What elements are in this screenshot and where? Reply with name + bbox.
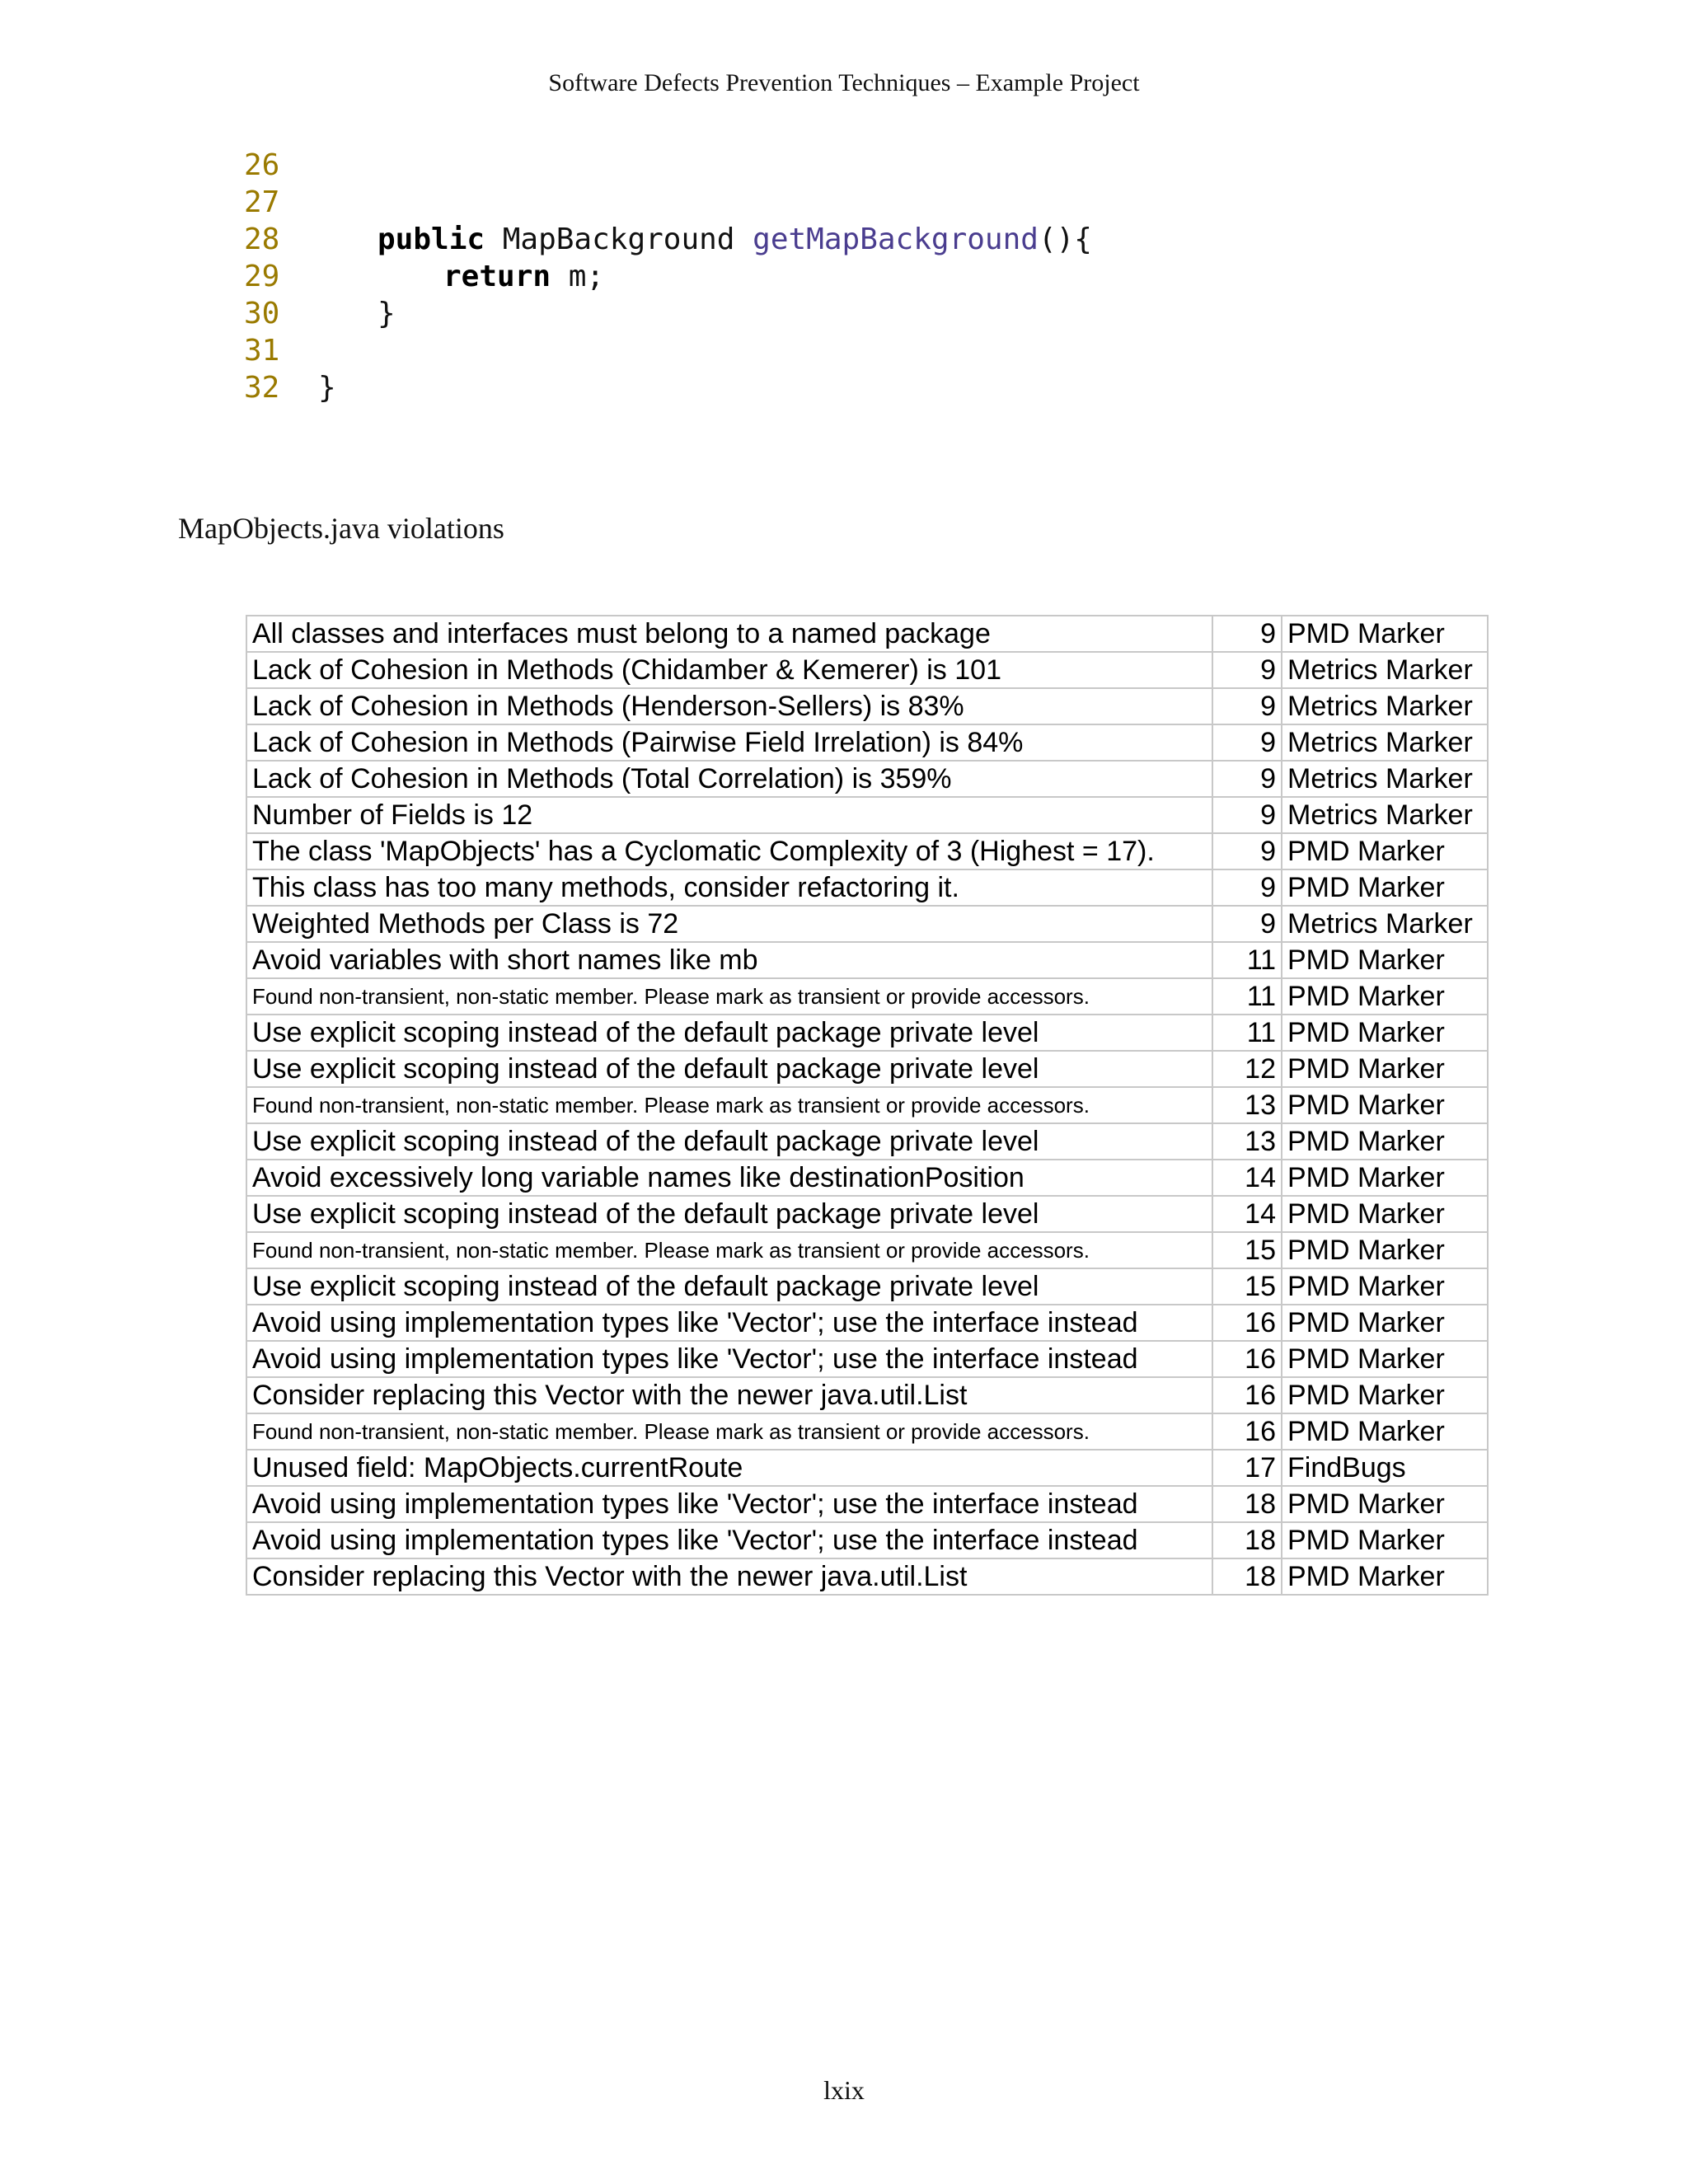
violation-line: 16: [1212, 1341, 1282, 1377]
violation-line: 9: [1212, 761, 1282, 797]
violation-line: 9: [1212, 833, 1282, 869]
violation-line: 18: [1212, 1558, 1282, 1595]
table-row: [246, 797, 1488, 833]
violation-message: Use explicit scoping instead of the default package private level: [246, 1123, 1212, 1160]
violation-message: Consider replacing this Vector with the newer java.util.List: [246, 1558, 1212, 1595]
code-text: }: [377, 297, 396, 330]
violation-line: 11: [1212, 1015, 1282, 1051]
violation-line: 9: [1212, 688, 1282, 724]
violation-line: 9: [1212, 906, 1282, 942]
violation-source: PMD Marker: [1282, 1486, 1488, 1522]
table-row: [246, 652, 1488, 688]
code-text: }: [318, 371, 336, 405]
violation-line: 15: [1212, 1232, 1282, 1268]
violations-table: [246, 615, 1489, 1596]
violation-line: 14: [1212, 1196, 1282, 1232]
line-number: 27: [244, 185, 280, 219]
code-keyword: public: [377, 223, 485, 256]
code-text: MapBackground: [485, 223, 753, 256]
violation-line: 15: [1212, 1268, 1282, 1305]
violation-message: Avoid using implementation types like 'Vector'; use the interface instead: [246, 1522, 1212, 1558]
violation-message: Lack of Cohesion in Methods (Henderson-Sellers) is 83%: [246, 688, 1212, 724]
violation-message: Lack of Cohesion in Methods (Total Correlation) is 359%: [246, 761, 1212, 797]
violation-source: PMD Marker: [1282, 616, 1488, 652]
code-line: [244, 369, 1092, 406]
violation-line: 18: [1212, 1522, 1282, 1558]
violation-source: PMD Marker: [1282, 1268, 1488, 1305]
violation-message: Number of Fields is 12: [246, 797, 1212, 833]
violation-message: Avoid using implementation types like 'Vector'; use the interface instead: [246, 1305, 1212, 1341]
table-row: [246, 1051, 1488, 1087]
violation-line: 9: [1212, 652, 1282, 688]
violation-source: PMD Marker: [1282, 1522, 1488, 1558]
table-row: [246, 1268, 1488, 1305]
violation-line: 12: [1212, 1051, 1282, 1087]
violation-line: 9: [1212, 797, 1282, 833]
violation-message: Weighted Methods per Class is 72: [246, 906, 1212, 942]
violation-source: PMD Marker: [1282, 833, 1488, 869]
violation-line: 9: [1212, 616, 1282, 652]
code-method-name: getMapBackground: [753, 223, 1039, 256]
violations-table-body: [246, 616, 1488, 1595]
table-row: [246, 724, 1488, 761]
table-row: [246, 1087, 1488, 1123]
violation-message: Avoid using implementation types like 'Vector'; use the interface instead: [246, 1486, 1212, 1522]
code-line: [244, 332, 1092, 369]
code-line: [244, 184, 1092, 221]
line-number: 30: [244, 297, 280, 330]
table-row: [246, 906, 1488, 942]
code-keyword: return: [443, 260, 551, 293]
table-row: [246, 1123, 1488, 1160]
table-row: [246, 1196, 1488, 1232]
violation-source: FindBugs: [1282, 1450, 1488, 1486]
violation-line: 16: [1212, 1305, 1282, 1341]
violation-message: Found non-transient, non-static member. Please mark as transient or provide accessors.: [246, 1232, 1212, 1268]
table-row: [246, 942, 1488, 978]
violation-source: PMD Marker: [1282, 1413, 1488, 1450]
violation-line: 9: [1212, 869, 1282, 906]
violation-source: PMD Marker: [1282, 1160, 1488, 1196]
violation-message: Avoid excessively long variable names like destinationPosition: [246, 1160, 1212, 1196]
violation-line: 16: [1212, 1377, 1282, 1413]
violation-message: Use explicit scoping instead of the default package private level: [246, 1196, 1212, 1232]
table-row: [246, 1015, 1488, 1051]
violation-message: This class has too many methods, consider refactoring it.: [246, 869, 1212, 906]
violation-source: PMD Marker: [1282, 1305, 1488, 1341]
violation-line: 17: [1212, 1450, 1282, 1486]
table-row: [246, 1341, 1488, 1377]
table-row: [246, 1232, 1488, 1268]
violation-message: Unused field: MapObjects.currentRoute: [246, 1450, 1212, 1486]
violation-source: PMD Marker: [1282, 1051, 1488, 1087]
violation-source: Metrics Marker: [1282, 797, 1488, 833]
violation-message: Lack of Cohesion in Methods (Pairwise Field Irrelation) is 84%: [246, 724, 1212, 761]
code-text: (){: [1038, 223, 1092, 256]
violation-line: 16: [1212, 1413, 1282, 1450]
violation-source: Metrics Marker: [1282, 688, 1488, 724]
line-number: 31: [244, 334, 280, 368]
line-number: 32: [244, 371, 280, 405]
table-row: [246, 1377, 1488, 1413]
code-line: [244, 147, 1092, 184]
table-row: [246, 1558, 1488, 1595]
violation-source: PMD Marker: [1282, 1341, 1488, 1377]
violation-source: Metrics Marker: [1282, 761, 1488, 797]
table-row: [246, 1160, 1488, 1196]
code-line: [244, 295, 1092, 332]
code-text: m;: [551, 260, 605, 293]
violation-message: Avoid variables with short names like mb: [246, 942, 1212, 978]
line-number: 29: [244, 260, 280, 293]
violation-line: 14: [1212, 1160, 1282, 1196]
violation-source: PMD Marker: [1282, 869, 1488, 906]
table-row: [246, 761, 1488, 797]
table-row: [246, 688, 1488, 724]
violation-line: 13: [1212, 1123, 1282, 1160]
violation-line: 11: [1212, 942, 1282, 978]
violation-message: Found non-transient, non-static member. Please mark as transient or provide accessors.: [246, 978, 1212, 1015]
table-row: [246, 869, 1488, 906]
line-number: 26: [244, 148, 280, 182]
violation-source: PMD Marker: [1282, 1087, 1488, 1123]
table-row: [246, 1450, 1488, 1486]
page-number: lxix: [823, 2075, 865, 2105]
violation-message: Use explicit scoping instead of the default package private level: [246, 1268, 1212, 1305]
violation-source: Metrics Marker: [1282, 724, 1488, 761]
table-row: [246, 1522, 1488, 1558]
violation-message: Found non-transient, non-static member. Please mark as transient or provide accessors.: [246, 1087, 1212, 1123]
violation-source: PMD Marker: [1282, 1015, 1488, 1051]
section-title: MapObjects.java violations: [178, 512, 504, 545]
code-line: [244, 221, 1092, 258]
violation-message: Found non-transient, non-static member. Please mark as transient or provide accessors.: [246, 1413, 1212, 1450]
violation-line: 9: [1212, 724, 1282, 761]
violation-message: Avoid using implementation types like 'Vector'; use the interface instead: [246, 1341, 1212, 1377]
table-row: [246, 833, 1488, 869]
violation-line: 13: [1212, 1087, 1282, 1123]
violation-message: Use explicit scoping instead of the default package private level: [246, 1015, 1212, 1051]
violation-message: Lack of Cohesion in Methods (Chidamber & Kemerer) is 101: [246, 652, 1212, 688]
table-row: [246, 1486, 1488, 1522]
violation-message: Use explicit scoping instead of the default package private level: [246, 1051, 1212, 1087]
table-row: [246, 616, 1488, 652]
violation-source: PMD Marker: [1282, 1196, 1488, 1232]
violation-source: PMD Marker: [1282, 1558, 1488, 1595]
table-row: [246, 1305, 1488, 1341]
violation-source: PMD Marker: [1282, 1232, 1488, 1268]
page-header: Software Defects Prevention Techniques – Example Project: [548, 69, 1140, 96]
violation-source: Metrics Marker: [1282, 652, 1488, 688]
violation-line: 18: [1212, 1486, 1282, 1522]
violation-source: PMD Marker: [1282, 1123, 1488, 1160]
violation-message: Consider replacing this Vector with the newer java.util.List: [246, 1377, 1212, 1413]
violation-source: PMD Marker: [1282, 942, 1488, 978]
table-row: [246, 1413, 1488, 1450]
violation-message: All classes and interfaces must belong to a named package: [246, 616, 1212, 652]
violation-line: 11: [1212, 978, 1282, 1015]
violation-source: PMD Marker: [1282, 1377, 1488, 1413]
code-line: [244, 258, 1092, 295]
violation-source: PMD Marker: [1282, 978, 1488, 1015]
violation-message: The class 'MapObjects' has a Cyclomatic Complexity of 3 (Highest = 17).: [246, 833, 1212, 869]
table-row: [246, 978, 1488, 1015]
code-listing: [244, 147, 1092, 406]
line-number: 28: [244, 223, 280, 256]
violation-source: Metrics Marker: [1282, 906, 1488, 942]
